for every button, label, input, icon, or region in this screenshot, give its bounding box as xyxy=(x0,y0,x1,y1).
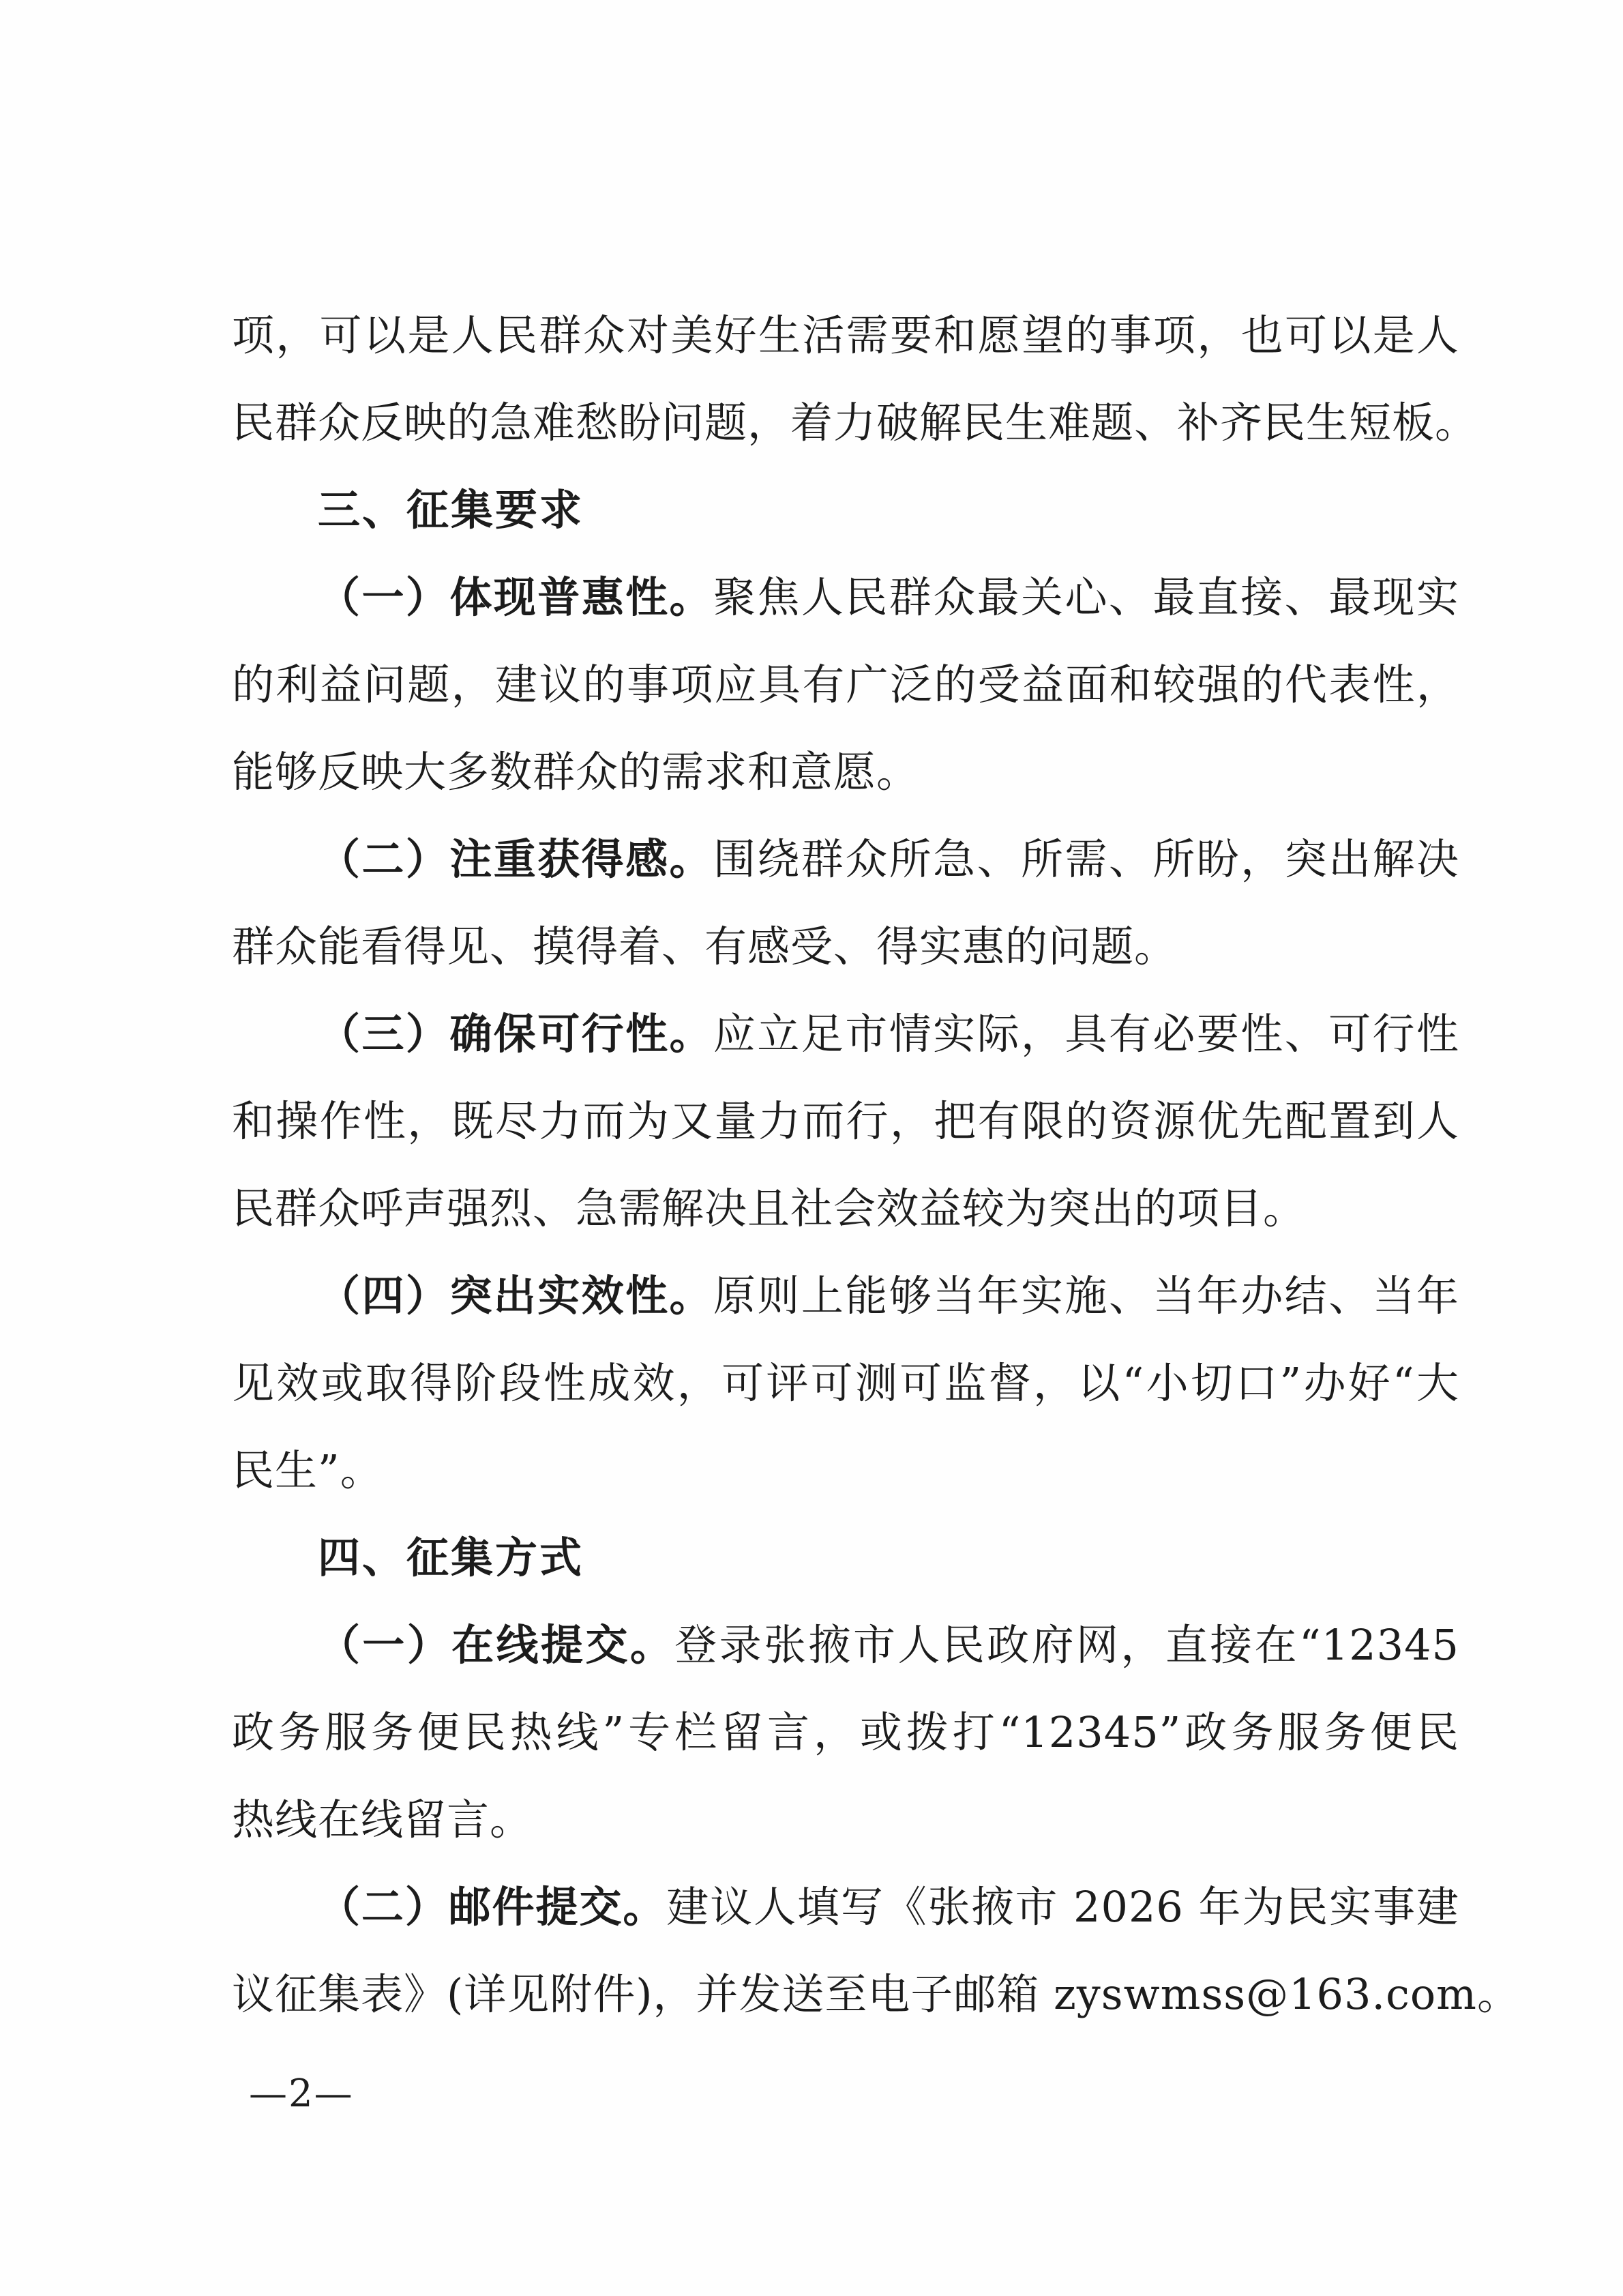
text-line xyxy=(232,990,1459,1078)
text-line xyxy=(232,903,1459,990)
text-line xyxy=(232,1776,1459,1864)
body-text: 民群众反映的急难愁盼问题，着力破解民生难题、补齐民生短板。 xyxy=(232,398,1478,447)
section-heading xyxy=(232,467,1459,554)
text-line xyxy=(232,292,1459,379)
text-line xyxy=(232,379,1478,467)
emphasis-text: （二）注重获得感。 xyxy=(318,834,713,884)
emphasis-text: （一）在线提交。 xyxy=(318,1620,675,1670)
body-text: 民群众呼声强烈、急需解决且社会效益较为突出的项目。 xyxy=(232,1183,1307,1233)
body-text: 能够反映大多数群众的需求和意愿。 xyxy=(232,747,920,797)
body-text: 热线在线留言。 xyxy=(232,1795,533,1844)
page-number: —2— xyxy=(249,2072,354,2116)
body-text: 见效或取得阶段性成效，可评可测可监督，以“小切口”办好“大 xyxy=(232,1358,1459,1408)
document-body xyxy=(232,292,1520,2038)
body-text: 政务服务便民热线”专栏留言，或拨打“12345”政务服务便民 xyxy=(232,1707,1459,1757)
emphasis-text: （三）确保可行性。 xyxy=(318,1009,713,1059)
text-line xyxy=(232,1689,1459,1776)
text-line xyxy=(232,554,1459,641)
section-heading xyxy=(232,1514,1459,1602)
emphasis-text: 三、征集要求 xyxy=(318,485,584,535)
body-text: 的利益问题，建议的事项应具有广泛的受益面和较强的代表性， xyxy=(232,660,1459,709)
body-text: 登录张掖市人民政府网，直接在“12345 xyxy=(674,1620,1459,1670)
text-line xyxy=(232,1427,1459,1514)
body-text: 和操作性，既尽力而为又量力而行，把有限的资源优先配置到人 xyxy=(232,1096,1459,1146)
body-text: 项，可以是人民群众对美好生活需要和愿望的事项，也可以是人 xyxy=(232,310,1459,360)
text-line xyxy=(232,1165,1459,1252)
text-line xyxy=(232,641,1459,728)
body-text: 聚焦人民群众最关心、最直接、最现实 xyxy=(713,572,1459,622)
text-line xyxy=(232,1078,1459,1165)
text-line xyxy=(232,728,1459,816)
text-line xyxy=(232,816,1459,903)
body-text: 应立足市情实际，具有必要性、可行性 xyxy=(713,1009,1459,1059)
body-text: 建议人填写《张掖市 2026 年为民实事建 xyxy=(666,1882,1459,1932)
emphasis-text: 四、征集方式 xyxy=(318,1533,584,1583)
emphasis-text: （一）体现普惠性。 xyxy=(318,572,713,622)
body-text: 议征集表》(详见附件)，并发送至电子邮箱 zyswmss@163.com。 xyxy=(232,1969,1520,2019)
body-text: 民生”。 xyxy=(232,1445,383,1495)
text-line xyxy=(232,1951,1520,2038)
text-line xyxy=(232,1340,1459,1427)
body-text: 围绕群众所急、所需、所盼，突出解决 xyxy=(713,834,1459,884)
text-line xyxy=(232,1602,1459,1689)
emphasis-text: （四）突出实效性。 xyxy=(318,1271,713,1321)
emphasis-text: （二）邮件提交。 xyxy=(318,1882,667,1932)
text-line xyxy=(232,1864,1459,1951)
body-text: 原则上能够当年实施、当年办结、当年 xyxy=(713,1271,1459,1321)
text-line xyxy=(232,1252,1459,1340)
body-text: 群众能看得见、摸得着、有感受、得实惠的问题。 xyxy=(232,922,1178,971)
